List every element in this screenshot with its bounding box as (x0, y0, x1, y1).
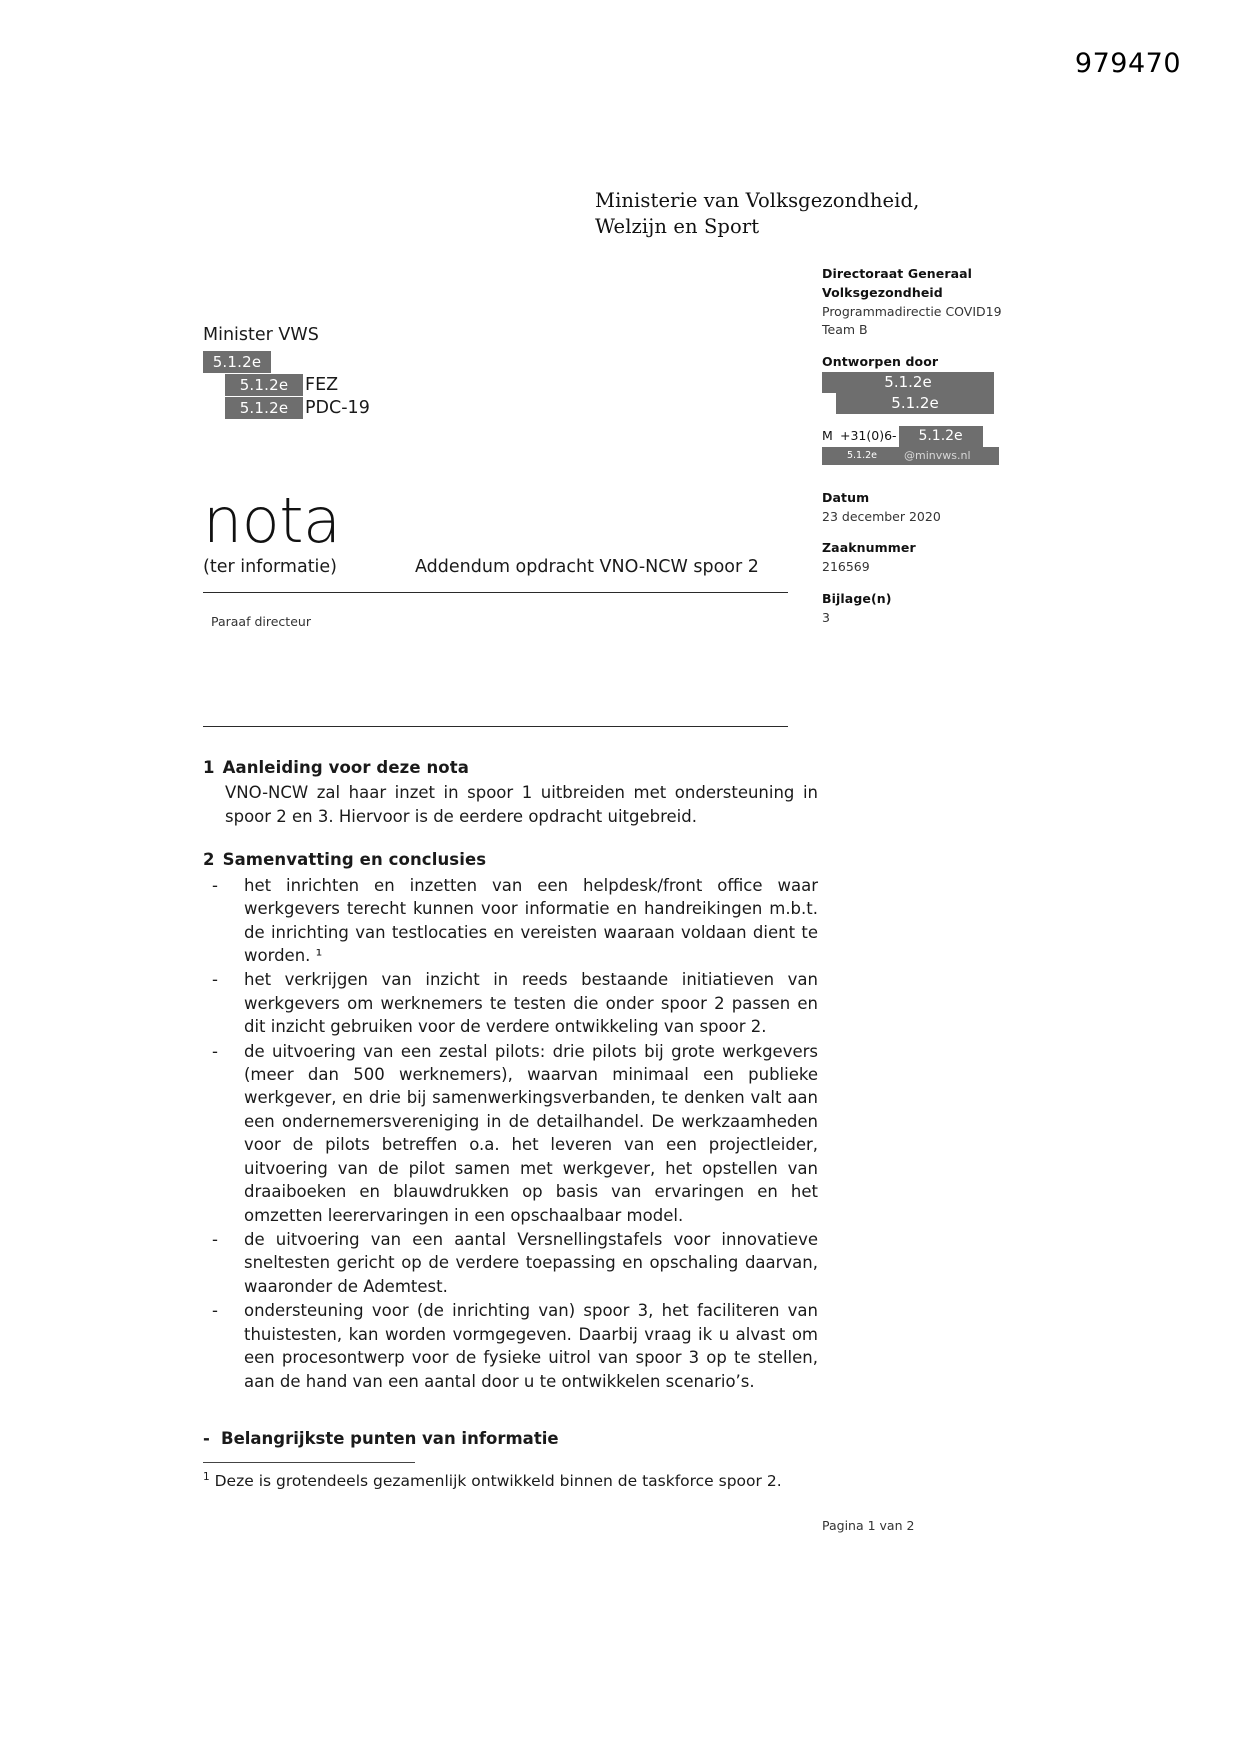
document-number: 979470 (1074, 48, 1181, 79)
page-footer: Pagina 1 van 2 (822, 1518, 915, 1533)
list-item-text: ondersteuning voor (de inrichting van) spoor 3, het faciliteren van thuistesten, kan worden vormgegeven. Daarbij vraag ik u alvast om een procesontwerp voor de fysieke uitrol van spoor 3 op te stellen, aan de hand van een aantal door u te ontwikkelen scenario’s. (244, 1301, 818, 1391)
list-item (203, 1040, 818, 1227)
attachments-label: Bijlage(n) (822, 590, 892, 606)
redaction-box: 5.1.2e (822, 447, 902, 465)
footnote (203, 1471, 782, 1490)
phone-row (822, 427, 1022, 447)
section-2-heading (203, 848, 818, 871)
redaction-box: 5.1.2e (836, 393, 994, 414)
footnote-divider (203, 1462, 415, 1463)
organisation-group (822, 265, 1022, 340)
section-3-title: Belangrijkste punten van informatie (221, 1428, 559, 1448)
list-item (203, 968, 818, 1038)
date-group (822, 489, 1022, 527)
section-3-heading (203, 1427, 818, 1450)
addressee-recipient: Minister VWS (203, 325, 319, 345)
section-1-heading (203, 756, 818, 779)
list-item-text: de uitvoering van een aantal Versnellingstafels voor innovatieve sneltesten gericht op de verdere toepassing en opschaling daarvan, waaronder de Ademtest. (244, 1230, 818, 1296)
ministry-wordmark (595, 188, 919, 239)
subtitle-row (203, 557, 793, 577)
list-item (203, 1228, 818, 1298)
bullet-dash: - (203, 1428, 210, 1448)
redaction-box: 5.1.2e (899, 426, 983, 447)
organisation-line-2: Volksgezondheid (822, 284, 943, 300)
document-body (203, 748, 818, 1450)
attachments-value: 3 (822, 609, 830, 625)
addressee-row (203, 374, 370, 396)
redaction-box: 5.1.2e (203, 351, 271, 373)
list-item-text: het verkrijgen van inzicht in reeds bestaande initiatieven van werkgevers om werknemers te testen die onder spoor 2 passen en dit inzicht gebruiken voor de verdere ontwikkeling van spoor 2. (244, 970, 818, 1037)
bullet-dash: - (212, 970, 218, 990)
organisation-line-1: Directoraat Generaal (822, 266, 973, 281)
nota-kind: (ter informatie) (203, 557, 338, 577)
redaction-box-email: @minvws.nl (902, 447, 999, 465)
paraaf-label: Paraaf directeur (211, 614, 311, 629)
list-item (203, 874, 818, 968)
addressee-department: FEZ (305, 374, 339, 395)
nota-subject: Addendum opdracht VNO-NCW spoor 2 (415, 557, 759, 577)
list-item (203, 1299, 818, 1393)
metadata-column (822, 265, 1022, 640)
list-item-text: het inrichten en inzetten van een helpdesk/front office waar werkgevers terecht kunnen voor informatie en handreikingen m.b.t. de inrichting van testlocaties en vereisten waaraan voldaan dient te worden. ¹ (244, 875, 818, 965)
bullet-dash: - (212, 1230, 218, 1250)
footnote-text: Deze is grotendeels gezamenlijk ontwikkeld binnen de taskforce spoor 2. (214, 1472, 782, 1491)
addressee-row (203, 397, 370, 419)
footnote-marker: 1 (203, 1471, 210, 1483)
section-1-title: Aanleiding voor deze nota (222, 758, 469, 777)
organisation-line-3: Programmadirectie COVID19 (822, 303, 1002, 319)
bullet-dash: - (212, 1301, 218, 1321)
organisation-line-4: Team B (822, 322, 868, 338)
addressee-department: PDC-19 (305, 397, 370, 418)
case-number-group (822, 539, 1022, 577)
body-divider (203, 726, 788, 727)
bullet-dash: - (212, 1041, 218, 1061)
email-row (822, 447, 1022, 465)
redaction-box: 5.1.2e (225, 397, 303, 419)
section-2-bullet-list (203, 874, 818, 1393)
redaction-box: 5.1.2e (822, 372, 994, 393)
section-2-number: 2 (203, 850, 215, 870)
addressee-block (203, 323, 370, 420)
addressee-row (203, 351, 370, 373)
section-2-title: Samenvatting en conclusies (222, 850, 487, 870)
designed-by-label: Ontworpen door (822, 354, 939, 369)
date-value: 23 december 2020 (822, 508, 941, 524)
redaction-box: 5.1.2e (225, 374, 303, 396)
date-label: Datum (822, 489, 870, 505)
page-title: nota (203, 484, 341, 557)
ministry-line-2: Welzijn en Sport (595, 214, 760, 238)
title-divider (203, 592, 788, 593)
ministry-line-1: Ministerie van Volksgezondheid, (595, 189, 920, 212)
designed-by-group (822, 353, 1022, 465)
case-number-value: 216569 (822, 559, 870, 574)
section-1-number: 1 (203, 758, 215, 777)
phone-number: +31(0)6- (840, 428, 897, 444)
case-number-label: Zaaknummer (822, 540, 916, 556)
attachments-group (822, 590, 1022, 628)
section-1-paragraph: VNO-NCW zal haar inzet in spoor 1 uitbreiden met ondersteuning in spoor 2 en 3. Hiervoor is de eerdere opdracht uitgebreid. (225, 783, 818, 826)
bullet-dash: - (212, 875, 218, 895)
phone-label: M (822, 428, 833, 444)
list-item-text: de uitvoering van een zestal pilots: drie pilots bij grote werkgevers (meer dan 500 werknemers), waarvan minimaal een publieke werkgever, en drie bij samenwerkingsverbanden, te denken valt aan een ondernemersvereniging in de detailhandel. De werkzaamheden voor de pilots betreffen o.a. het leveren van een projectleider, uitvoering van de pilot samen met werkgever, het opstellen van draaiboeken en blauwdrukken op basis van ervaringen en het omzetten leerervaringen in een opschaalbaar model. (244, 1041, 818, 1225)
